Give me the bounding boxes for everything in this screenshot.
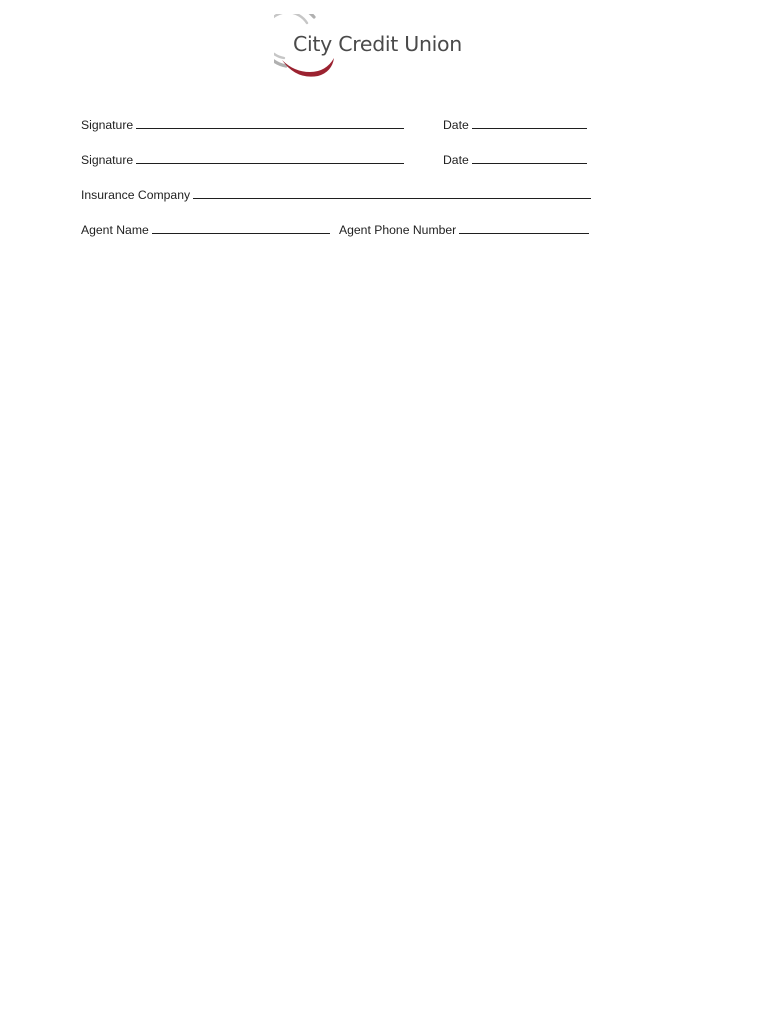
date-line[interactable]	[472, 162, 587, 164]
city-credit-union-logo	[274, 14, 464, 84]
insurance-company-label: Insurance Company	[81, 188, 191, 202]
agent-name-line[interactable]	[152, 232, 330, 234]
signature-line[interactable]	[136, 162, 404, 164]
signature-line[interactable]	[136, 127, 404, 129]
agent-phone-label: Agent Phone Number	[339, 223, 457, 237]
date-line[interactable]	[472, 127, 587, 129]
signature-label: Signature	[81, 118, 134, 132]
insurance-company-row	[81, 187, 601, 203]
date-label: Date	[443, 153, 469, 167]
logo-text: City Credit Union	[293, 32, 462, 56]
signature-label: Signature	[81, 153, 134, 167]
agent-row	[81, 222, 601, 238]
signature-row-2	[81, 152, 601, 168]
date-label: Date	[443, 118, 469, 132]
insurance-company-line[interactable]	[193, 197, 591, 199]
agent-name-label: Agent Name	[81, 223, 149, 237]
signature-row-1	[81, 117, 601, 133]
agent-phone-line[interactable]	[459, 232, 589, 234]
